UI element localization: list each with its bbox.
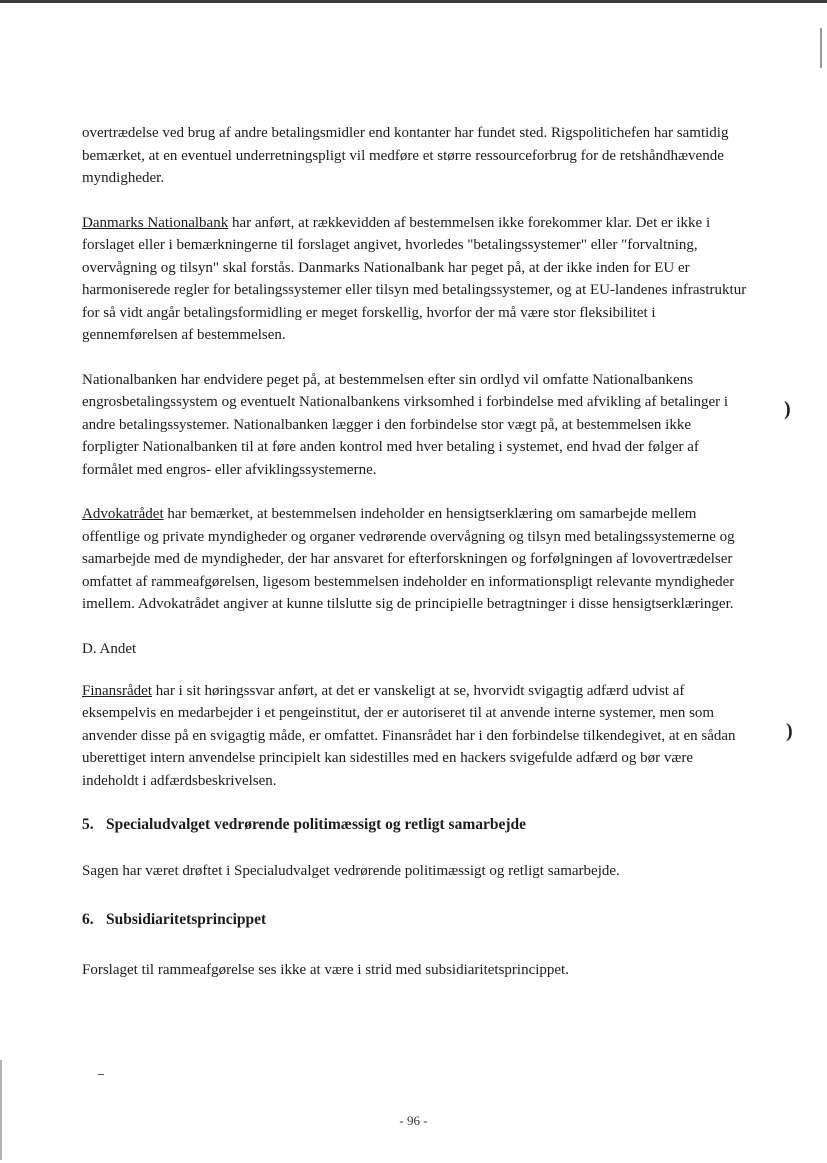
paragraph-nationalbanken: Nationalbanken har endvidere peget på, at bestemmelsen efter sin ordlyd vil omfatte Nationalbankens engrosbetalingssystem og eventuelt Nationalbankens virksomhed i forbindelse med afvikling af betalinger i andre betalingssystemer. Nationalbanken lægger i den forbindelse stor vægt på, at bestemmelsen ikke forpligter Nationalbanken til at føre anden kontrol med hver betaling i systemet, end hvad der følger af formålet med engros- eller afviklingssystemerne. [82, 371, 729, 478]
organization-name-finansraadet: Finansrådet [82, 682, 152, 699]
organization-name-nationalbank: Danmarks Nationalbank [82, 214, 229, 231]
organization-name-advokatraadet: Advokatrådet [82, 506, 164, 522]
document-body [82, 122, 750, 981]
section-5-title: Specialudvalget vedrørende politimæssigt og retligt samarbejde [106, 816, 527, 833]
paragraph-specialudvalget: Sagen har været drøftet i Specialudvalget vedrørende politimæssigt og retligt samarbejde. [82, 863, 620, 879]
paragraph-nationalbank-text: har anført, at rækkevidden af bestemmelsen ikke forekommer klar. Det er ikke i forslaget eller i bemærkningerne til forslaget angivet, hvorledes "betalingssystemer" eller "forvaltning, overvågning og tilsyn" skal forstås. Danmarks Nationalbank har peget på, at der ikke inden for EU er harmoniserede regler for betalingssystemer eller tilsyn med betalingssystemer, og at EU-landenes infrastruktur for så vidt angår betalingsformidling er meget forskellig, hvorfor der må være stor fleksibilitet i gennemførelsen af bestemmelsen. [82, 214, 747, 343]
paragraph-finansraadet [82, 680, 750, 793]
scan-bracket-mark-upper: ) [784, 398, 791, 420]
scan-dash-mark [98, 1074, 104, 1075]
section-6-number: 6. [82, 910, 94, 928]
section-6-heading [82, 909, 750, 931]
section-d-heading: D. Andet [82, 640, 137, 657]
scan-edge-mark [820, 28, 822, 68]
paragraph-advokatraadet [82, 503, 750, 616]
paragraph-advokatraadet-text: har bemærket, at bestemmelsen indeholder en hensigtserklæring om samarbejde mellem offentlige og private myndigheder og organer vedrørende overvågning og tilsyn med betalingssystemerne og samarbejde med de myndigheder, der har ansvaret for efterforskningen og forfølgningen af lovovertrædelser omfattet af rammeafgørelsen, ligesom bestemmelsen indeholder en informationspligt relevante myndigheder imellem. Advokatrådet angiver at kunne tilslutte sig de principielle betragtninger i disse hensigtserklæringer. [82, 506, 735, 612]
paragraph-nationalbank [82, 212, 750, 347]
section-5-number: 5. [82, 816, 94, 833]
top-border-line [0, 0, 827, 3]
section-5-heading [82, 814, 750, 836]
scan-left-edge [0, 1060, 2, 1160]
scan-bracket-mark-lower: ) [786, 720, 793, 742]
section-6-title: Subsidiaritetsprincippet [106, 910, 267, 928]
paragraph-subsidiaritet: Forslaget til rammeafgørelse ses ikke at være i strid med subsidiaritetsprincippet. [82, 961, 569, 978]
paragraph-finansraadet-text: har i sit høringssvar anført, at det er vanskeligt at se, hvorvidt svigagtig adfærd udvist af eksempelvis en medarbejder i et pengeinstitut, der er autoriseret til at anvende interne systemer, men som anvender disse på en svigagtig måde, er omfattet. Finansrådet har i den forbindelse tilkendegivet, at en sådan uberettiget intern anvendelse principielt kan sidestilles med en hackers svigefulde adfærd og bør være indeholdt i adfærdsbeskrivelsen. [82, 682, 736, 789]
page-number: - 96 - [399, 1113, 428, 1128]
paragraph-rigspolitichefen: overtrædelse ved brug af andre betalingsmidler end kontanter har fundet sted. Rigspolitichefen har samtidig bemærket, at en eventuel underretningspligt vil medføre et større ressourceforbrug for de retshåndhævende myndigheder. [82, 125, 729, 186]
